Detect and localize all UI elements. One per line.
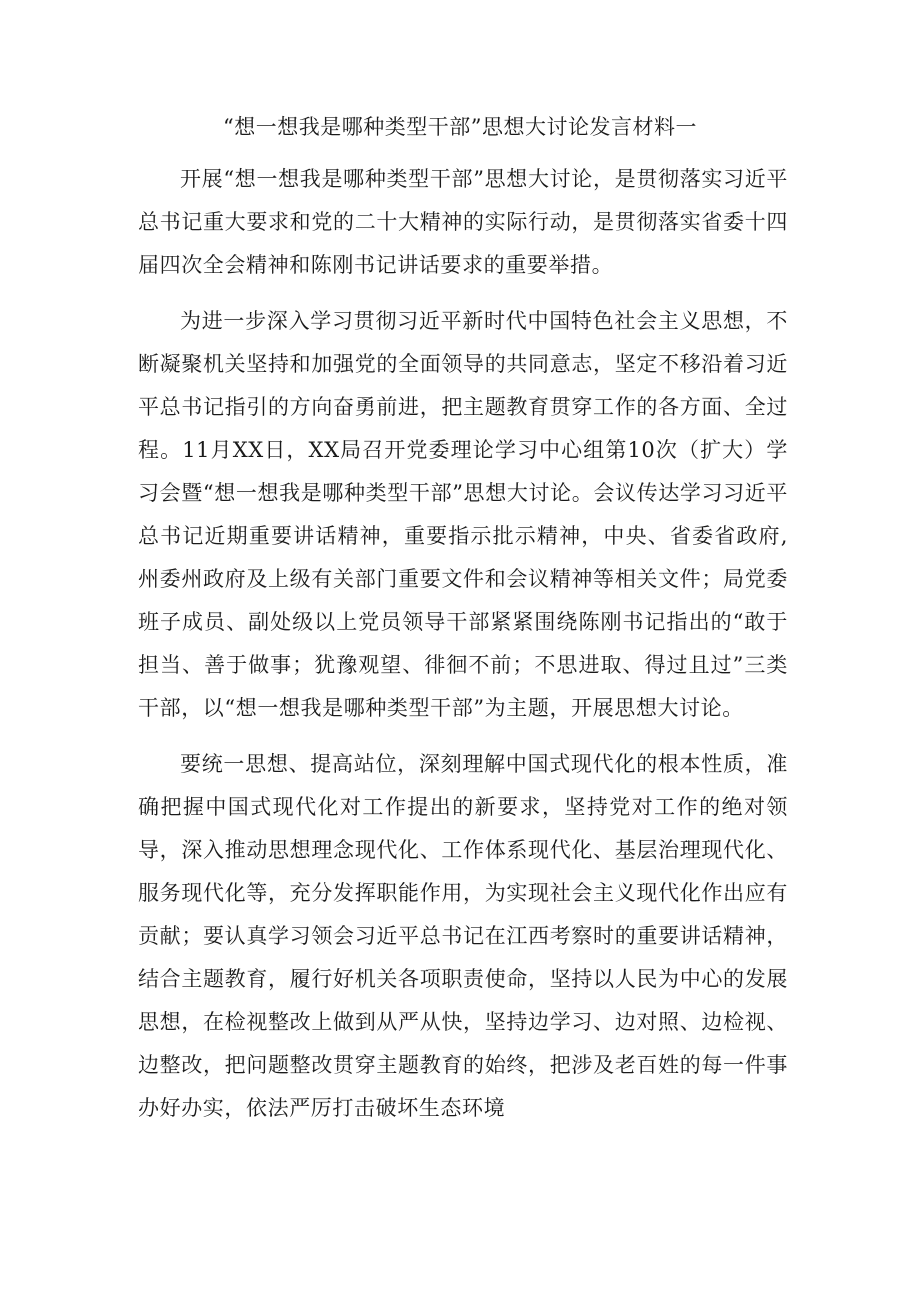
paragraph: 为进一步深入学习贯彻习近平新时代中国特色社会主义思想，不断凝聚机关坚持和加强党的全面领导的共同意志，坚定不移沿着习近平总书记指引的方向奋勇前进，把主题教育贯穿工作的各方面、全过程。11月XX日，XX局召开党委理论学习中心组第10次（扩大）学习会暨“想一想我是哪种类型干部”思想大讨论。会议传达学习习近平总书记近期重要讲话精神，重要指示批示精神，中央、省委省政府,州委州政府及上级有关部门重要文件和会议精神等相关文件；局党委班子成员、副处级以上党员领导干部紧紧围绕陈刚书记指出的“敢于担当、善于做事；犹豫观望、徘徊不前；不思进取、得过且过”三类干部，以“想一想我是哪种类型干部”为主题，开展思想大讨论。 [138, 309, 788, 720]
paragraph: 开展“想一想我是哪种类型干部”思想大讨论，是贯彻落实习近平总书记重大要求和党的二十大精神的实际行动，是贯彻落实省委十四届四次全会精神和陈刚书记讲话要求的重要举措。 [138, 167, 788, 277]
document-body [138, 158, 788, 1143]
paragraph: 要统一思想、提高站位，深刻理解中国式现代化的根本性质，准确把握中国式现代化对工作提出的新要求，坚持党对工作的绝对领导，深入推动思想理念现代化、工作体系现代化、基层治理现代化、服务现代化等，充分发挥职能作用，为实现社会主义现代化作出应有贡献；要认真学习领会习近平总书记在江西考察时的重要讲话精神，结合主题教育，履行好机关各项职责使命，坚持以人民为中心的发展思想，在检视整改上做到从严从快，坚持边学习、边对照、边检视、边整改，把问题整改贯穿主题教育的始终，把涉及老百姓的每一件事办好办实，依法严厉打击破坏生态环境 [138, 752, 788, 1120]
document-title: “想一想我是哪种类型干部”思想大讨论发言材料一 [223, 115, 697, 139]
